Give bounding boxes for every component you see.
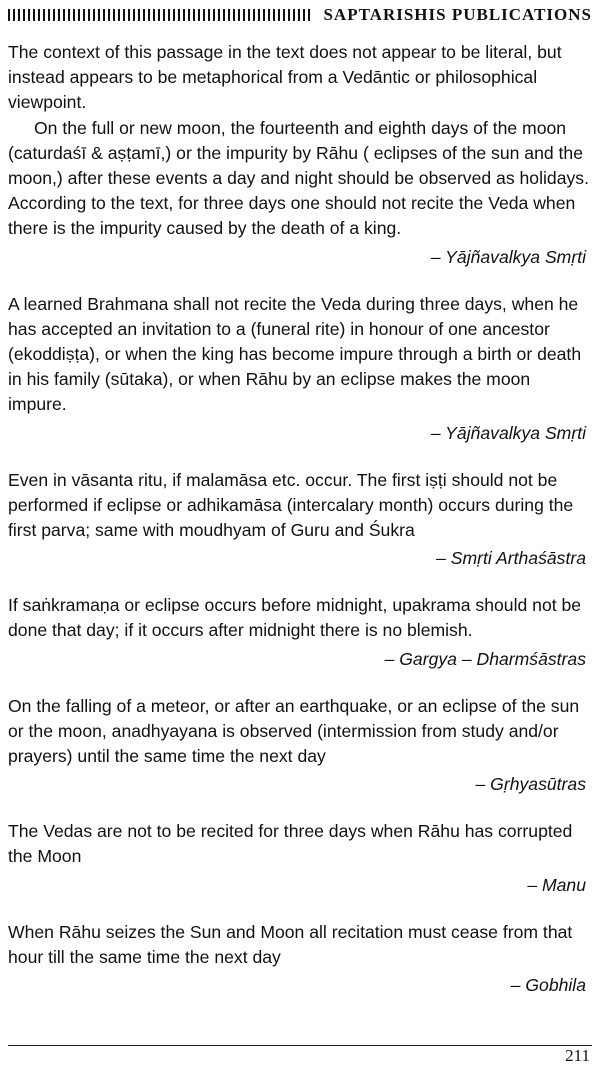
quote-block [8, 819, 592, 896]
quote-text: When Rāhu seizes the Sun and Moon all recitation must cease from that hour till the same time the next day [8, 921, 573, 967]
page-content [8, 40, 592, 1020]
quote-block [8, 468, 592, 571]
intro-citation: – Yājñavalkya Smṛti [430, 246, 586, 267]
quote-block [8, 920, 592, 997]
running-header [8, 2, 592, 28]
quote-text: The Vedas are not to be recited for three days when Rāhu has corrupted the Moon [8, 821, 573, 867]
quote-citation: – Gobhila [510, 975, 586, 996]
header-ornament [8, 9, 313, 21]
intro-block [8, 40, 592, 269]
intro-paragraph-2: On the full or new moon, the fourteenth and eighth days of the moon (caturdaśī & aṣṭamī,) or the impurity by Rāhu ( eclipses of the sun and the moon,) after these events a day and night should be observed as holidays. According to the text, for three days one should not recite the Veda when there is the impurity caused by the death of a king. [8, 117, 589, 239]
quote-citation: – Manu [527, 874, 586, 895]
quote-citation: – Yājñavalkya Smṛti [430, 422, 586, 443]
quote-text: Even in vāsanta ritu, if malamāsa etc. occur. The first iṣṭi should not be performed if eclipse or adhikamāsa (intercalary month) occurs during the first parva; same with moudhyam of Guru and Śukra [8, 469, 574, 541]
quote-block [8, 694, 592, 797]
publisher-name: SAPTARISHIS PUBLICATIONS [323, 5, 592, 24]
footer-rule [8, 1045, 592, 1046]
quote-block [8, 593, 592, 670]
quote-citation: – Gargya – Dharmśāstras [384, 648, 586, 669]
quote-text: On the falling of a meteor, or after an earthquake, or an eclipse of the sun or the moon, anadhyayana is observed (intermission from study and/or prayers) until the same time the next day [8, 695, 580, 767]
page-number: 211 [565, 1046, 590, 1065]
quote-block [8, 292, 592, 445]
intro-paragraph-1: The context of this passage in the text does not appear to be literal, but instead appears to be metaphorical from a Vedāntic or philosophical viewpoint. [8, 42, 562, 113]
quote-citation: – Gṛhyasūtras [475, 774, 586, 795]
quote-citation: – Smṛti Arthaśāstra [436, 548, 586, 569]
quote-text: A learned Brahmana shall not recite the Veda during three days, when he has accepted an invitation to a (funeral rite) in honour of one ancestor (ekoddiṣṭa), or when the king has become impure through a birth or death in his family (sūtaka), or when Rāhu by an eclipse makes the moon impure. [8, 293, 582, 415]
quote-text: If saṅkramaṇa or eclipse occurs before midnight, upakrama should not be done that day; if it occurs after midnight there is no blemish. [8, 595, 582, 641]
